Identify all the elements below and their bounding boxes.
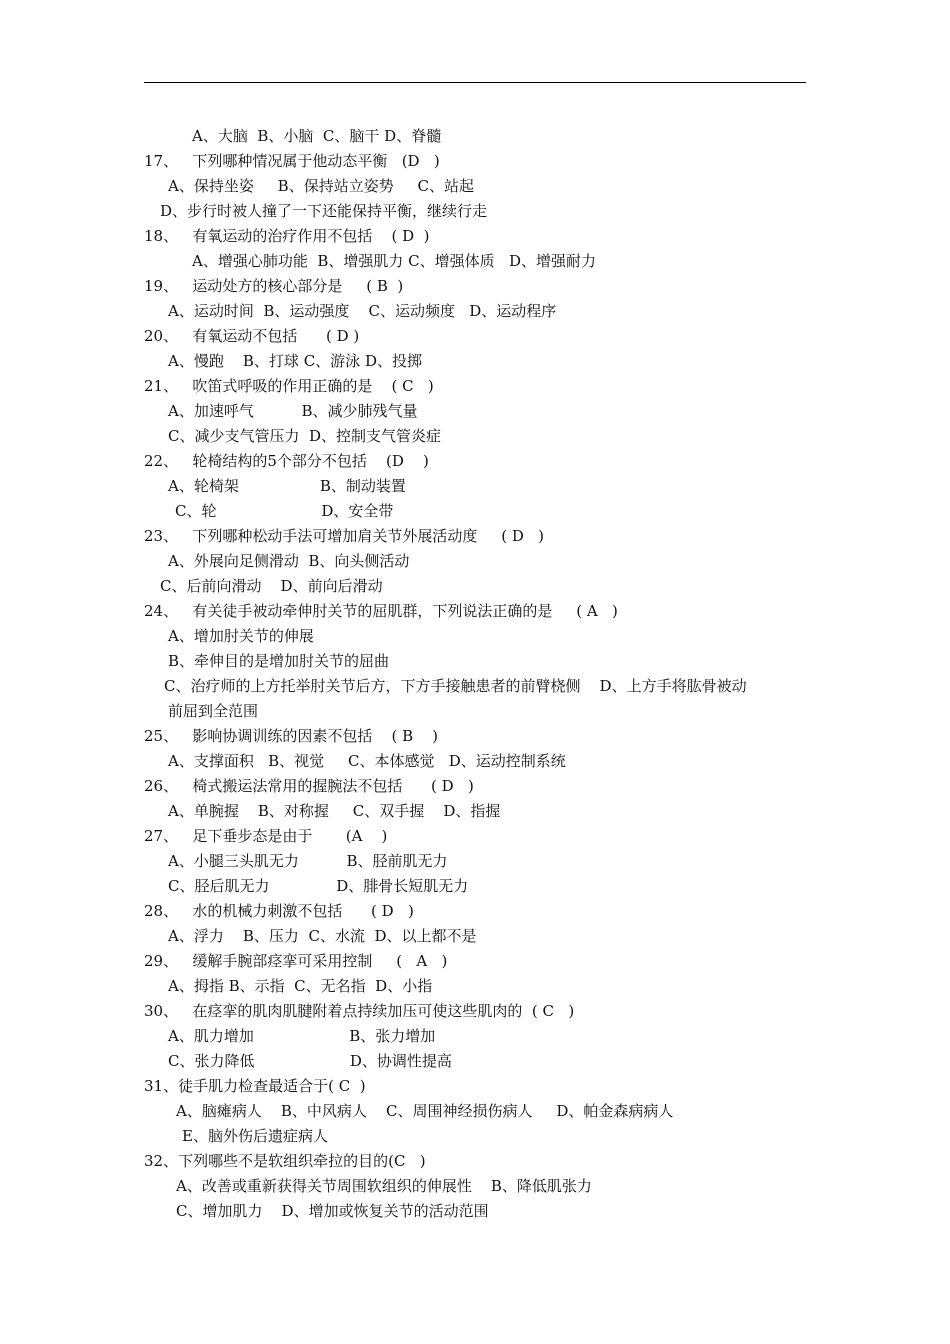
q24-option-b: B、牵伸目的是增加肘关节的屈曲 xyxy=(168,652,390,670)
header-rule xyxy=(144,82,806,83)
q25-options: A、支撑面积 B、视觉 C、本体感觉 D、运动控制系统 xyxy=(168,752,566,770)
q17-options-line2: D、步行时被人撞了一下还能保持平衡，继续行走 xyxy=(160,202,488,220)
q32-question: 32、下列哪些不是软组织牵拉的目的(C ) xyxy=(144,1152,426,1170)
q18-question: 18、 有氧运动的治疗作用不包括 ( D ) xyxy=(144,227,430,245)
q32-options-line2: C、增加肌力 D、增加或恢复关节的活动范围 xyxy=(176,1202,489,1220)
q16-options: A、大脑 B、小脑 C、脑干 D、脊髓 xyxy=(192,127,442,145)
q27-question: 27、 足下垂步态是由于 (A ) xyxy=(144,827,388,845)
q19-question: 19、 运动处方的核心部分是 ( B ) xyxy=(144,277,404,295)
q29-question: 29、 缓解手腕部痉挛可采用控制 ( A ) xyxy=(144,952,448,970)
q22-options-line2: C、轮 D、安全带 xyxy=(175,502,394,520)
q21-options-line1: A、加速呼气 B、减少肺残气量 xyxy=(168,402,418,420)
q24-option-a: A、增加肘关节的伸展 xyxy=(168,627,314,645)
q19-options: A、运动时间 B、运动强度 C、运动频度 D、运动程序 xyxy=(168,302,557,320)
q28-question: 28、 水的机械力刺激不包括 ( D ) xyxy=(144,902,414,920)
q22-question: 22、 轮椅结构的5个部分不包括 (D ) xyxy=(144,452,429,470)
q30-options-line1: A、肌力增加 B、张力增加 xyxy=(168,1027,436,1045)
q30-question: 30、 在痉挛的肌肉肌腱附着点持续加压可使这些肌肉的 ( C ) xyxy=(144,1002,575,1020)
q20-question: 20、 有氧运动不包括 ( D ) xyxy=(144,327,360,345)
q23-options-line1: A、外展向足侧滑动 B、向头侧活动 xyxy=(168,552,410,570)
q29-options: A、拇指 B、示指 C、无名指 D、小指 xyxy=(168,977,433,995)
q22-options-line1: A、轮椅架 B、制动装置 xyxy=(168,477,406,495)
q26-options: A、单腕握 B、对称握 C、双手握 D、指握 xyxy=(168,802,501,820)
q30-options-line2: C、张力降低 D、协调性提高 xyxy=(168,1052,452,1070)
q31-options-line1: A、脑瘫病人 B、中风病人 C、周围神经损伤病人 D、帕金森病病人 xyxy=(176,1102,674,1120)
q27-options-line1: A、小腿三头肌无力 B、胫前肌无力 xyxy=(168,852,448,870)
q23-options-line2: C、后前向滑动 D、前向后滑动 xyxy=(160,577,383,595)
q17-question: 17、 下列哪种情况属于他动态平衡 (D ) xyxy=(144,152,440,170)
q24-option-d-cont: 前屈到全范围 xyxy=(168,702,259,720)
q26-question: 26、 椅式搬运法常用的握腕法不包括 ( D ) xyxy=(144,777,474,795)
q32-options-line1: A、改善或重新获得关节周围软组织的伸展性 B、降低肌张力 xyxy=(176,1177,592,1195)
q31-options-line2: E、脑外伤后遗症病人 xyxy=(182,1127,328,1145)
q21-question: 21、 吹笛式呼吸的作用正确的是 ( C ) xyxy=(144,377,434,395)
q27-options-line2: C、胫后肌无力 D、腓骨长短肌无力 xyxy=(168,877,469,895)
q21-options-line2: C、减少支气管压力 D、控制支气管炎症 xyxy=(168,427,442,445)
q31-question: 31、徒手肌力检查最适合于( C ) xyxy=(144,1077,366,1095)
q23-question: 23、 下列哪种松动手法可增加肩关节外展活动度 ( D ) xyxy=(144,527,545,545)
q24-option-c-d: C、治疗师的上方托举肘关节后方，下方手接触患者的前臂桡侧 D、上方手将肱骨被动 xyxy=(164,677,747,695)
q18-options: A、增强心肺功能 B、增强肌力 C、增强体质 D、增强耐力 xyxy=(192,252,596,270)
q17-options-line1: A、保持坐姿 B、保持站立姿势 C、站起 xyxy=(168,177,475,195)
q25-question: 25、 影响协调训练的因素不包括 ( B ) xyxy=(144,727,439,745)
q28-options: A、浮力 B、压力 C、水流 D、以上都不是 xyxy=(168,927,477,945)
q24-question: 24、 有关徒手被动牵伸肘关节的屈肌群，下列说法正确的是 ( A ) xyxy=(144,602,618,620)
q20-options: A、慢跑 B、打球 C、游泳 D、投掷 xyxy=(168,352,422,370)
